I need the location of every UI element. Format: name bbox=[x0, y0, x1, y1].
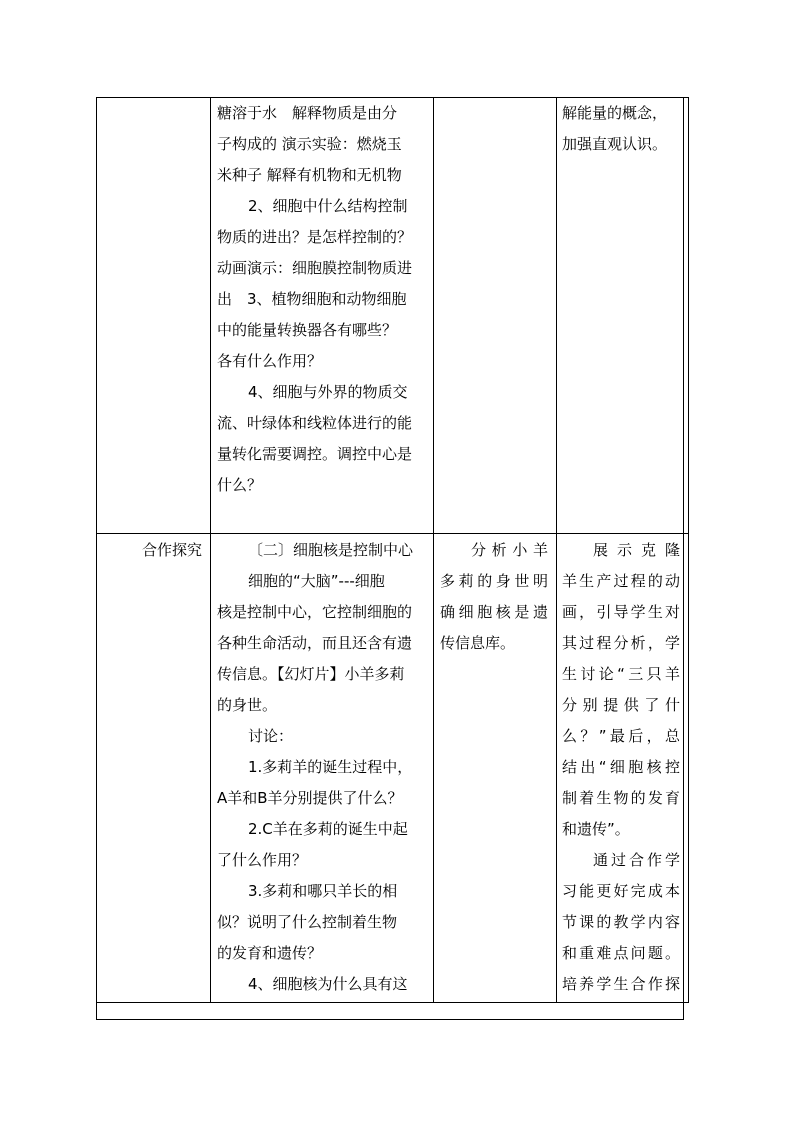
row2-intent-line: 通过合作学 bbox=[593, 851, 680, 869]
row1-content-line: 各有什么作用？ bbox=[217, 352, 323, 370]
table-border-left bbox=[96, 97, 97, 1020]
row2-content-line: 1.多莉羊的诞生过程中， bbox=[248, 758, 413, 776]
row2-intent-line: 和遗传”。 bbox=[562, 820, 630, 838]
table-divider-1 bbox=[210, 97, 211, 1002]
row2-content-line: 似？说明了什么控制着生物 bbox=[217, 913, 398, 931]
row2-intent-line: 培养学生合作探 bbox=[562, 975, 680, 993]
row1-content-line: 糖溶于水 解释物质是由分 bbox=[217, 104, 398, 122]
row1-content-line: 物质的进出？是怎样控制的？ bbox=[217, 228, 413, 246]
row1-content-line: 米种子 解释有机物和无机物 bbox=[217, 166, 402, 184]
row1-content-line: 流、叶绿体和线粒体进行的能 bbox=[217, 414, 413, 432]
row2-intent-line: 分别提供了什 bbox=[562, 696, 680, 714]
row2-intent-line: 和重难点问题。 bbox=[562, 944, 680, 962]
row2-student-cell bbox=[440, 535, 548, 659]
row1-content-line: 4、细胞与外界的物质交 bbox=[248, 383, 408, 401]
row-divider bbox=[96, 533, 689, 534]
row2-intent-line: 其过程分析，学 bbox=[562, 634, 680, 652]
row2-content-line: 的发育和遗传？ bbox=[217, 944, 323, 962]
row1-content-line: 动画演示：细胞膜控制物质进 bbox=[217, 259, 413, 277]
table-border-right-outer bbox=[688, 97, 689, 1002]
row2-student-line: 分析小羊 bbox=[471, 541, 548, 559]
row2-student-line: 多莉的身世明 bbox=[440, 572, 548, 590]
row1-content-line: 2、细胞中什么结构控制 bbox=[248, 197, 408, 215]
row1-intent-line: 加强直观认识。 bbox=[562, 135, 668, 153]
row1-content-line: 中的能量转换器各有哪些？ bbox=[217, 321, 398, 339]
table-border-right-inner bbox=[683, 97, 684, 1020]
row2-student-line: 确细胞核是遗 bbox=[440, 603, 548, 621]
row2-content-line: 传信息。【幻灯片】小羊多莉 bbox=[217, 665, 405, 683]
row2-stage-cell bbox=[100, 535, 202, 566]
row2-intent-cell bbox=[562, 535, 680, 1000]
row2-content-line: 2.C羊在多莉的诞生中起 bbox=[248, 820, 408, 838]
row2-content-line: 细胞的“大脑”---细胞 bbox=[248, 572, 385, 590]
row1-intent-line: 解能量的概念， bbox=[562, 104, 668, 122]
row2-student-line: 传信息库。 bbox=[440, 634, 516, 652]
row2-content-line: 了什么作用？ bbox=[217, 851, 308, 869]
row2-intent-line: 制着生物的发育 bbox=[562, 789, 680, 807]
row2-content-line: 3.多莉和哪只羊长的相 bbox=[248, 882, 398, 900]
table-divider-2 bbox=[433, 97, 434, 1002]
table-footer-line-2 bbox=[96, 1019, 684, 1020]
row2-intent-line: 羊生产过程的动 bbox=[562, 572, 680, 590]
row2-content-line: 各种生命活动，而且还含有遗 bbox=[217, 634, 413, 652]
row2-content-line: 4、细胞核为什么具有这 bbox=[248, 975, 408, 993]
row2-intent-line: 么？”最后，总 bbox=[562, 727, 680, 745]
stage-label: 合作探究 bbox=[141, 541, 202, 559]
row2-content-line: A羊和B羊分别提供了什么？ bbox=[217, 789, 403, 807]
row2-intent-line: 展示克隆 bbox=[593, 541, 680, 559]
row2-content-line: 〔二〕细胞核是控制中心 bbox=[248, 541, 414, 559]
row2-content-line: 核是控制中心，它控制细胞的 bbox=[217, 603, 413, 621]
row2-intent-line: 画，引导学生对 bbox=[562, 603, 680, 621]
row1-content-cell bbox=[217, 98, 427, 501]
row2-intent-line: 习能更好完成本 bbox=[562, 882, 680, 900]
row1-content-line: 什么？ bbox=[217, 476, 263, 494]
row1-content-line: 量转化需要调控。调控中心是 bbox=[217, 445, 413, 463]
row2-content-cell bbox=[217, 535, 427, 1000]
row1-intent-cell bbox=[562, 98, 680, 160]
table-footer-line-1 bbox=[96, 1002, 689, 1003]
row2-content-line: 讨论： bbox=[248, 727, 294, 745]
row2-intent-line: 节课的教学内容 bbox=[562, 913, 680, 931]
row2-intent-line: 生讨论“三只羊 bbox=[562, 665, 680, 683]
row2-content-line: 的身世。 bbox=[217, 696, 278, 714]
row1-content-line: 子构成的 演示实验：燃烧玉 bbox=[217, 135, 402, 153]
row1-content-line: 出 3、植物细胞和动物细胞 bbox=[217, 290, 407, 308]
table-divider-3 bbox=[556, 97, 557, 1002]
row2-intent-line: 结出“细胞核控 bbox=[562, 758, 680, 776]
